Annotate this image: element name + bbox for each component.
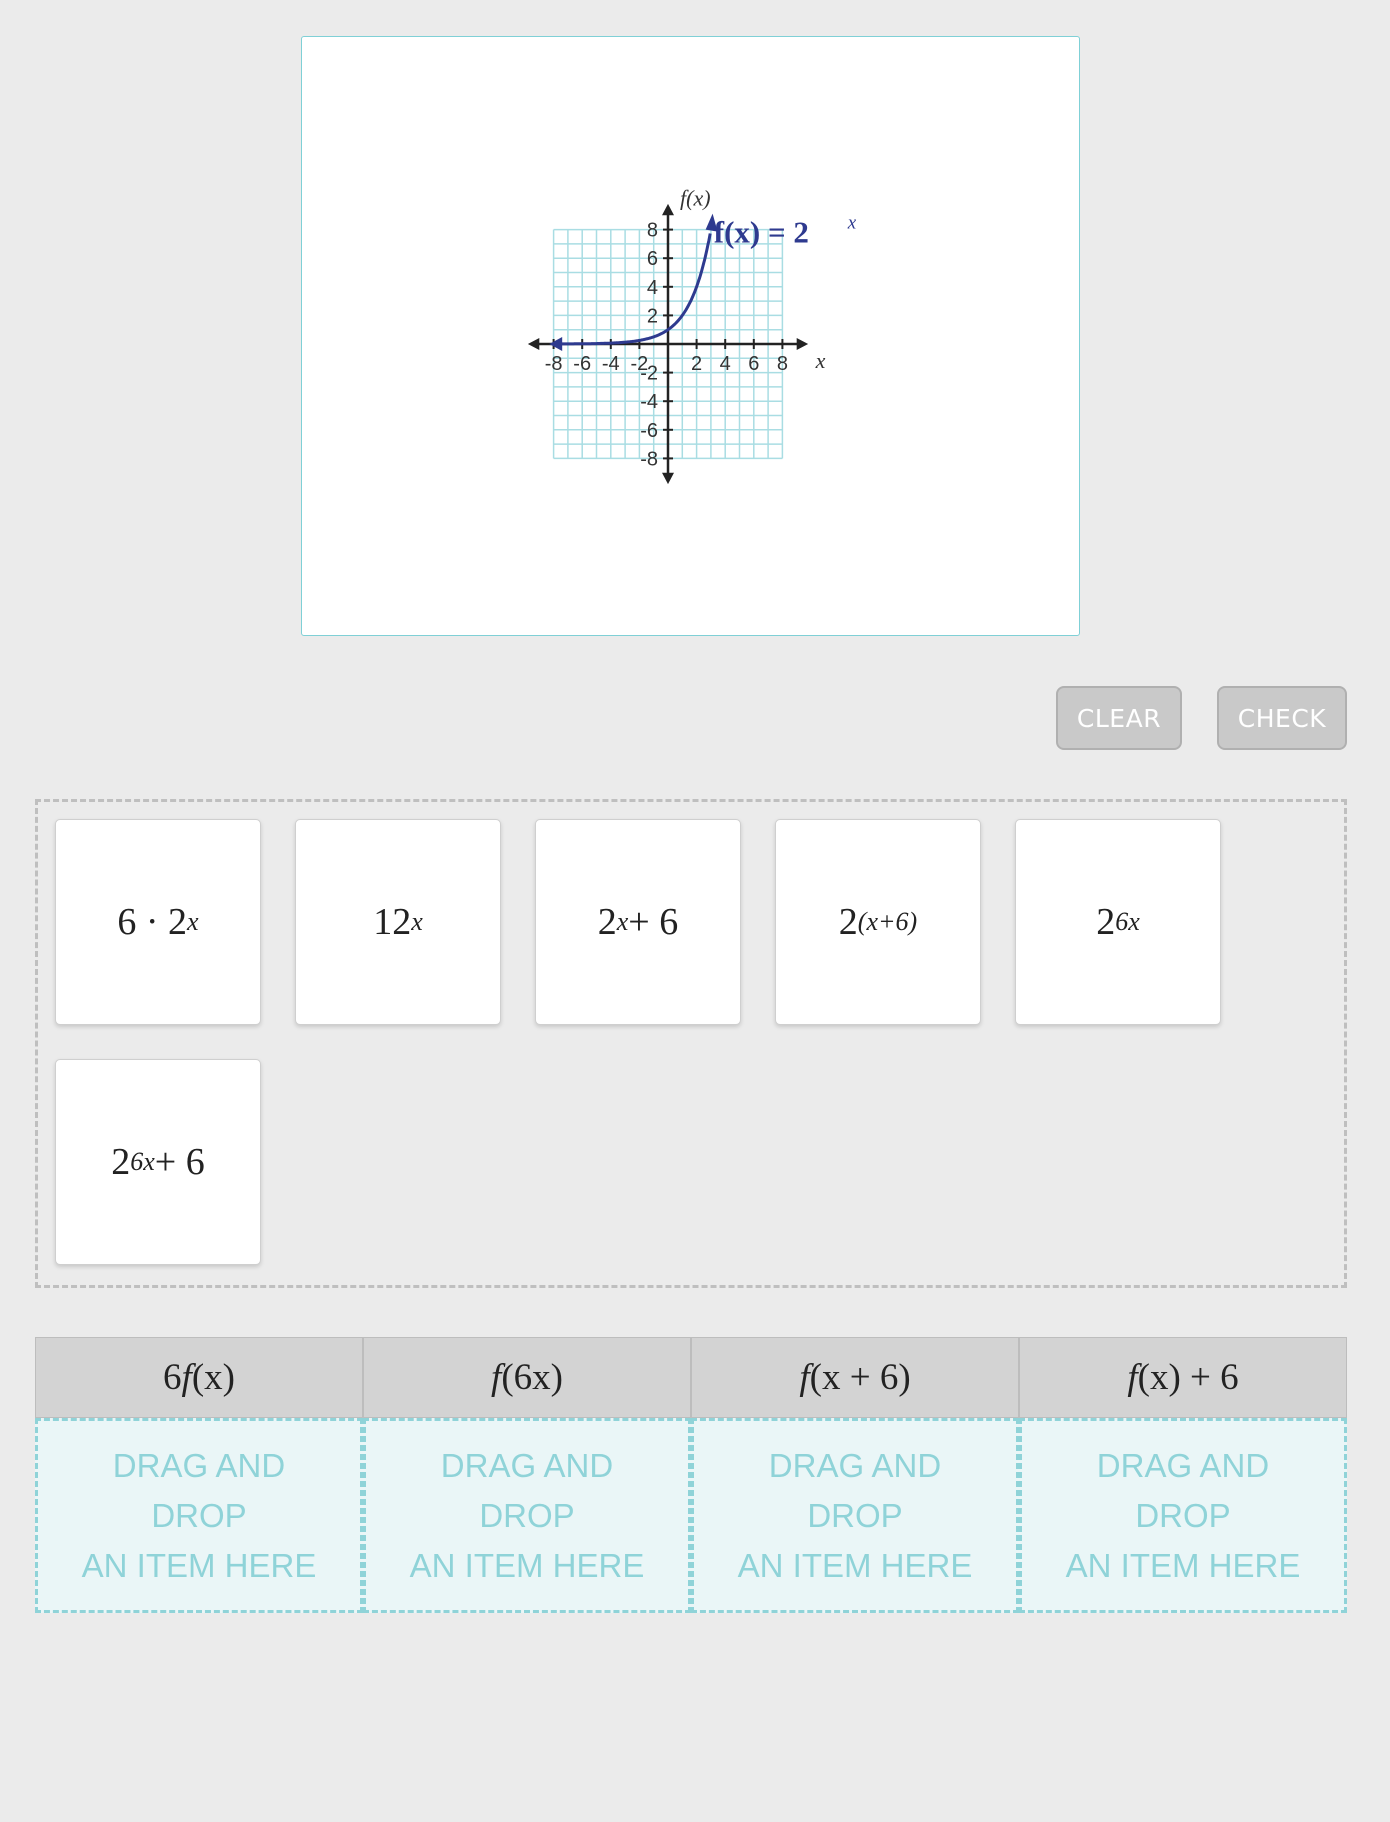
x-tick-label: 4 — [719, 353, 731, 375]
y-tick-label: -4 — [640, 391, 658, 414]
graph-card — [301, 36, 1080, 636]
answer-tile[interactable] — [1015, 819, 1221, 1025]
x-tick-label: -6 — [573, 353, 592, 375]
answer-tray — [35, 799, 1347, 1288]
y-tick-label: 4 — [646, 276, 658, 299]
x-tick-label: -8 — [544, 353, 563, 375]
exponential-curve — [561, 234, 710, 344]
curve-label: f(x) = 2 — [713, 214, 809, 250]
x-tick-label: 6 — [748, 353, 760, 375]
curve-label-exponent: x — [847, 212, 857, 234]
x-tick-label: 2 — [691, 353, 703, 375]
y-tick-label: 2 — [646, 305, 658, 328]
drop-zone[interactable]: DRAG AND DROP AN ITEM HERE — [691, 1418, 1019, 1613]
tile-base: 2 — [1096, 901, 1116, 943]
clear-button[interactable]: CLEAR — [1056, 686, 1182, 750]
answer-tile[interactable] — [775, 819, 981, 1025]
y-axis-label: f(x) — [680, 185, 711, 211]
column-header: f (x) + 6 — [1019, 1337, 1347, 1418]
tile-base: 2 — [111, 1141, 131, 1183]
tile-exponent: x — [187, 907, 199, 936]
answer-tile[interactable] — [55, 819, 261, 1025]
y-tick-label: 6 — [646, 248, 658, 271]
tile-exponent: 6x — [130, 1147, 155, 1176]
y-tick-label: -2 — [640, 362, 658, 385]
drop-zone[interactable]: DRAG AND DROP AN ITEM HERE — [35, 1418, 363, 1613]
column-header: f (6x) — [363, 1337, 691, 1418]
x-tick-label: 8 — [776, 353, 788, 375]
answer-tile[interactable] — [295, 819, 501, 1025]
y-tick-label: 8 — [646, 219, 658, 242]
sorting-table — [35, 1337, 1347, 1613]
tile-base: 2 — [597, 901, 617, 943]
tile-exponent: (x+6) — [857, 907, 918, 936]
x-tick-label: -2 — [630, 353, 649, 375]
tile-base: 2 — [838, 901, 858, 943]
tile-exponent: 6x — [1115, 907, 1140, 936]
answer-tile[interactable] — [535, 819, 741, 1025]
tile-suffix: + 6 — [154, 1141, 205, 1183]
column-header: f (x + 6) — [691, 1337, 1019, 1418]
tile-base: 12 — [373, 901, 412, 943]
y-tick-label: -8 — [640, 448, 658, 471]
x-axis-arrow — [528, 338, 539, 350]
check-button[interactable]: CHECK — [1217, 686, 1347, 750]
y-axis-arrow — [662, 204, 674, 215]
tile-base: 6 · 2 — [117, 901, 188, 943]
tile-suffix: + 6 — [628, 901, 679, 943]
y-axis-arrow — [662, 473, 674, 484]
exponential-graph — [302, 37, 1081, 637]
x-tick-label: -4 — [601, 353, 620, 375]
x-axis-label: x — [815, 348, 826, 373]
drop-zone[interactable]: DRAG AND DROP AN ITEM HERE — [1019, 1418, 1347, 1613]
curve-arrow-left — [549, 337, 562, 351]
column-header: 6 f (x) — [35, 1337, 363, 1418]
tile-exponent: x — [616, 907, 629, 936]
y-tick-label: -6 — [640, 419, 658, 442]
drop-zone[interactable]: DRAG AND DROP AN ITEM HERE — [363, 1418, 691, 1613]
x-axis-arrow — [797, 338, 808, 350]
answer-tile[interactable] — [55, 1059, 261, 1265]
tile-exponent: x — [411, 907, 423, 936]
